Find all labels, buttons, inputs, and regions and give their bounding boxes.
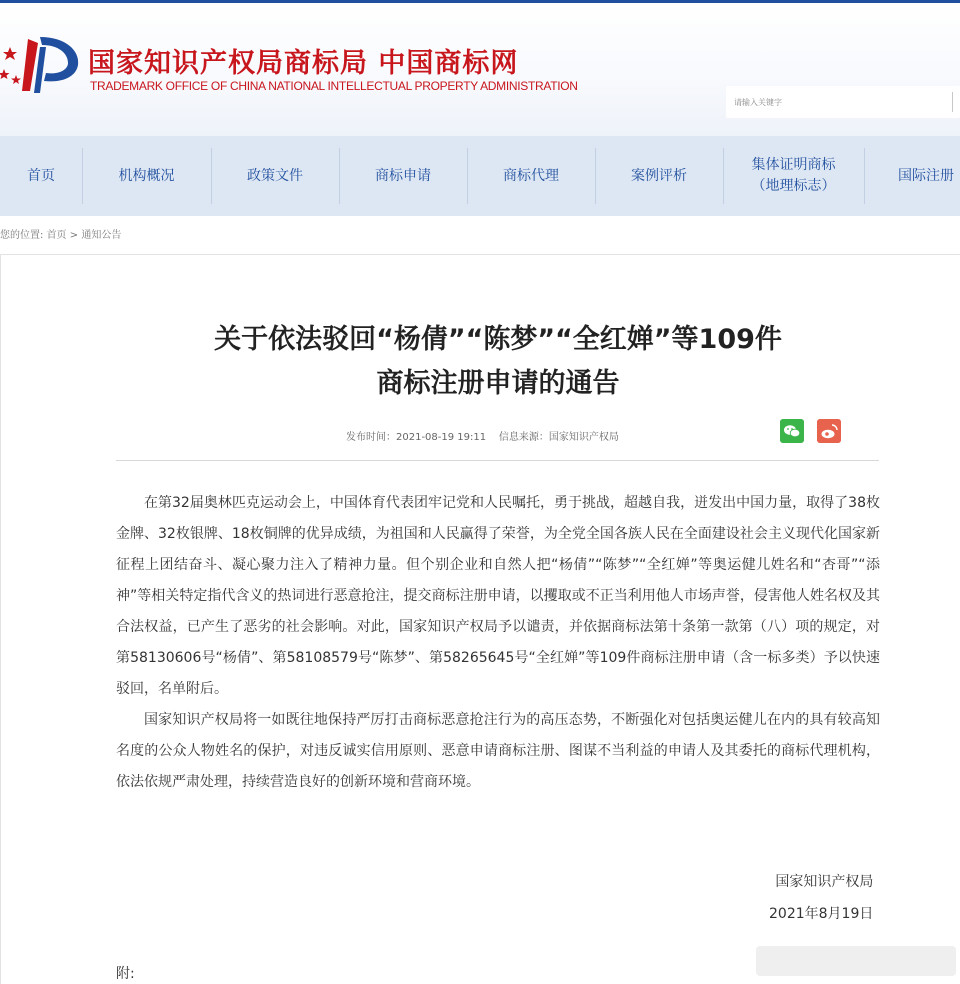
breadcrumb xyxy=(0,226,121,241)
title-divider xyxy=(116,460,879,461)
site-title-en: TRADEMARK OFFICE OF CHINA NATIONAL INTELLECTUAL PROPERTY ADMINISTRATION xyxy=(90,79,578,93)
breadcrumb-prefix: 您的位置: xyxy=(0,230,44,241)
article-title-line1: 关于依法驳回“杨倩”“陈梦”“全红婵”等109件 xyxy=(214,324,782,355)
image-watermark xyxy=(756,946,956,976)
nav-item-about[interactable]: 机构概况 xyxy=(118,167,175,184)
nav-item-intl[interactable]: 国际注册 xyxy=(898,167,954,184)
signature-date: 2021年8月19日 xyxy=(769,906,874,922)
nav-item-geo-marks[interactable]: 集体证明商标 （地理标志） xyxy=(751,157,836,194)
search-input[interactable] xyxy=(734,94,934,110)
site-title-cn[interactable]: 国家知识产权局商标局 中国商标网 xyxy=(88,48,519,79)
search-box xyxy=(726,86,960,118)
article-paragraph: 在第32届奥林匹克运动会上，中国体育代表团牢记党和人民嘱托，勇于挑战，超越自我，迸发出中国力量，取得了38枚金牌、32枚银牌、18枚铜牌的优异成绩，为祖国和人民赢得了荣誉，为全党全国各族人民在全面建设社会主义现代化国家新征程上团结奋斗、凝心聚力注入了精神力量。但个别企业和自然人把“杨倩”“陈梦”“全红婵”等奥运健儿姓名和“杏哥”“添神”等相关特定指代含义的热词进行恶意抢注，提交商标注册申请，以攫取或不正当利用他人市场声誉，侵害他人姓名权及其合法权益，已产生了恶劣的社会影响。对此，国家知识产权局予以谴责，并依据商标法第十条第一款第（八）项的规定，对第58130606号“杨倩”、第58108579号“陈梦”、第58265645号“全红婵”等109件商标注册申请（含一标多类）予以快速驳回，名单附后。 xyxy=(116,495,880,697)
cnipa-logo-icon[interactable] xyxy=(0,33,82,97)
wechat-share-icon[interactable] xyxy=(780,419,804,443)
article-title xyxy=(0,318,960,406)
article-signature xyxy=(769,866,873,930)
site-header xyxy=(0,3,960,136)
signature-org: 国家知识产权局 xyxy=(775,874,874,890)
article-paragraph: 国家知识产权局将一如既往地保持严厉打击商标恶意抢注行为的高压态势，不断强化对包括奥运健儿在内的具有较高知名度的公众人物姓名的保护，对违反诚实信用原则、恶意申请商标注册、图谋不当利益的申请人及其委托的商标代理机构，依法依规严肃处理，持续营造良好的创新环境和营商环境。 xyxy=(116,712,880,790)
nav-item-cases[interactable]: 案例评析 xyxy=(631,167,687,184)
attachment-label: 附: xyxy=(116,966,135,982)
nav-item-application[interactable]: 商标申请 xyxy=(375,167,431,184)
breadcrumb-sep: > xyxy=(69,230,79,241)
article-body xyxy=(116,488,880,798)
nav-item-policy[interactable]: 政策文件 xyxy=(247,167,303,184)
nav-item-agency[interactable]: 商标代理 xyxy=(503,167,559,184)
article-meta: 发布时间：2021-08-19 19:11 信息来源：国家知识产权局 xyxy=(346,432,619,443)
article-title-line2: 商标注册申请的通告 xyxy=(376,368,620,399)
nav-item-home[interactable]: 首页 xyxy=(27,167,55,184)
weibo-share-icon[interactable] xyxy=(817,419,841,443)
search-divider xyxy=(952,92,953,112)
breadcrumb-current-link[interactable]: 通知公告 xyxy=(81,230,122,241)
main-nav xyxy=(0,136,960,216)
breadcrumb-home-link[interactable]: 首页 xyxy=(46,230,67,241)
